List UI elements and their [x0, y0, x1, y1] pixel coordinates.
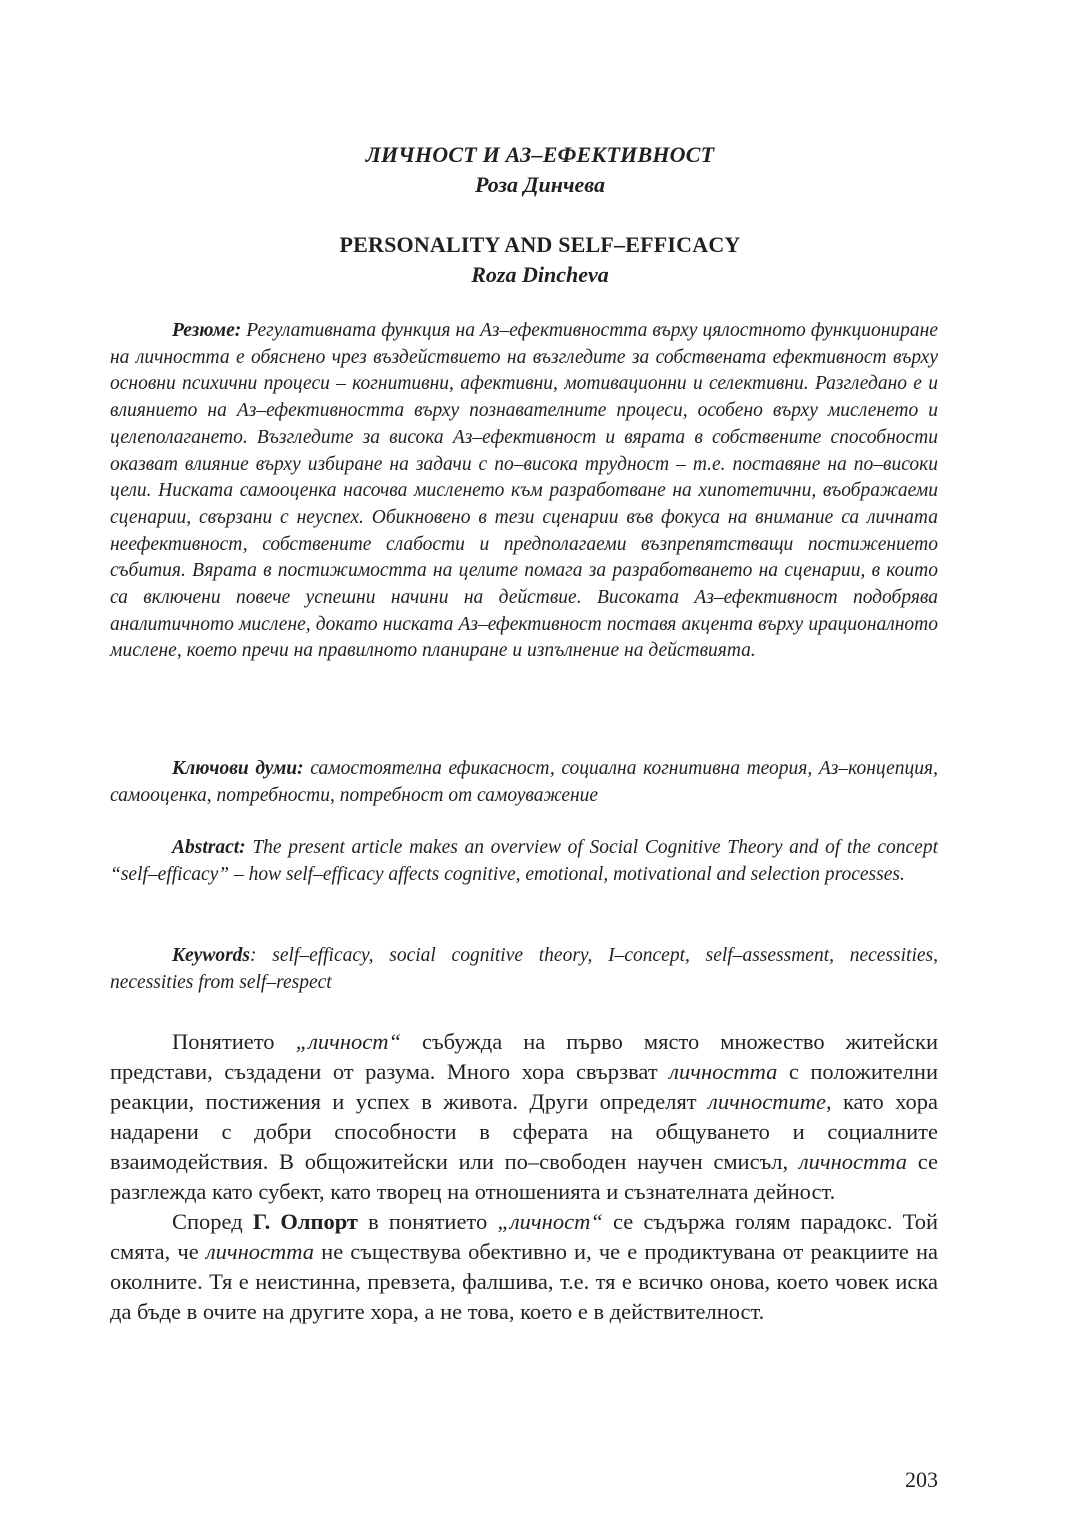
author-name-en: Roza Dincheva [471, 262, 609, 287]
article-title-en: PERSONALITY AND SELF–EFFICACY [339, 232, 741, 257]
term-lichnostta: личността [798, 1149, 908, 1174]
resume-label: Резюме: [172, 320, 242, 341]
header-bulgarian [0, 140, 1080, 200]
body-paragraph-2 [110, 1207, 938, 1327]
keywords-bg-text: самостоятелна ефикасност, социална когнитивна теория, Аз–концепция, самооценка, потребности, потребност от самоуважение [110, 758, 938, 806]
body-text [110, 1027, 938, 1327]
abstract-en-text: The present article makes an overview of Social Cognitive Theory and of the concept “self–efficacy” – how self–efficacy affects cognitive, emotional, motivational and selection processes. [110, 837, 938, 885]
resume-paragraph [110, 318, 938, 665]
term-lichnostite: личностите [708, 1089, 826, 1114]
keywords-en-text: : self–efficacy, social cognitive theory, I–concept, self–assessment, necessities, necessities from self–respect [110, 945, 938, 993]
article-title-bg: ЛИЧНОСТ И АЗ–ЕФЕКТИВНОСТ [365, 142, 715, 167]
keywords-bg-label: Ключови думи: [172, 758, 304, 779]
abstract-en-label: Abstract: [172, 837, 246, 858]
term-lichnost-quoted: „личност“ [295, 1029, 402, 1054]
body-paragraph-1 [110, 1027, 938, 1207]
text-run: се съдържа голям парадокс. Той смята, че [110, 1209, 938, 1264]
text-run: в понятието [357, 1209, 498, 1234]
text-run: , като хора надарени с добри способности в сферата на общуването и социалните взаимодействия. В общожитейски или по–свободен научен смисъл, [110, 1089, 938, 1174]
page-number: 203 [905, 1467, 938, 1492]
keywords-en-paragraph [110, 943, 938, 996]
term-lichnost-quoted: „личност“ [497, 1209, 603, 1234]
text-run: се разглежда като субект, като творец на отношенията и съзнателната дейност. [110, 1149, 939, 1204]
term-lichnostta: личността [669, 1059, 778, 1084]
resume-text: Регулативната функция на Аз–ефективността върху цялостното функциониране на личността е обяснено чрез въздействието на възгледите за собствената ефективност върху основни психични процеси – когнитивни, афективни, мотивационни и селективни. Разгледано е и влиянието на Аз–ефективността върху познавателните процеси, особено върху мисленето и целеполагането. Възгледите за висока Аз–ефективност и вярата в собствените способности оказват влияние върху избиране на задачи с по–висока трудност – т.е. поставяне на по–високи цели. Ниската самооценка насочва мисленето към разработване на хипотетични, въображаеми сценарии, свързани с неуспех. Обикновено в тези сценарии във фокуса на внимание са личната неефективност, собствените слабости и предполагаеми възпрепятстващи постижението събития. Вярата в постижимостта на целите помага за разработването на сценарии, в които са включени повече успешни начини на действие. Високата Аз–ефективност подобрява аналитичното мислене, докато ниската Аз–ефективност поставя акцента върху ирационалното мислене, което пречи на правилното планиране и изпълнение на действията. [110, 320, 938, 662]
abstract-en-paragraph [110, 835, 938, 888]
text-run: Понятието [172, 1029, 296, 1054]
header-english [0, 230, 1080, 290]
text-run: не съществува обективно и, че е продиктувана от реакциите на околните. Тя е неистинна, превзета, фалшива, т.е. тя е всичко онова, което човек иска да бъде в очите на другите хора, а не това, което е в действителност. [110, 1239, 938, 1324]
text-run: събужда на първо място множество житейски представи, създадени от разума. Много хора свързват [110, 1029, 939, 1084]
term-lichnostta: личността [205, 1239, 315, 1264]
text-run: с положителни реакции, постижения и успех в живота. Други определят [110, 1059, 938, 1114]
author-reference: Г. Олпорт [252, 1209, 358, 1234]
author-name-bg: Роза Динчева [475, 172, 605, 197]
keywords-bg-paragraph [110, 756, 938, 809]
text-run: Според [172, 1209, 253, 1234]
keywords-en-label: Keywords [172, 945, 250, 966]
